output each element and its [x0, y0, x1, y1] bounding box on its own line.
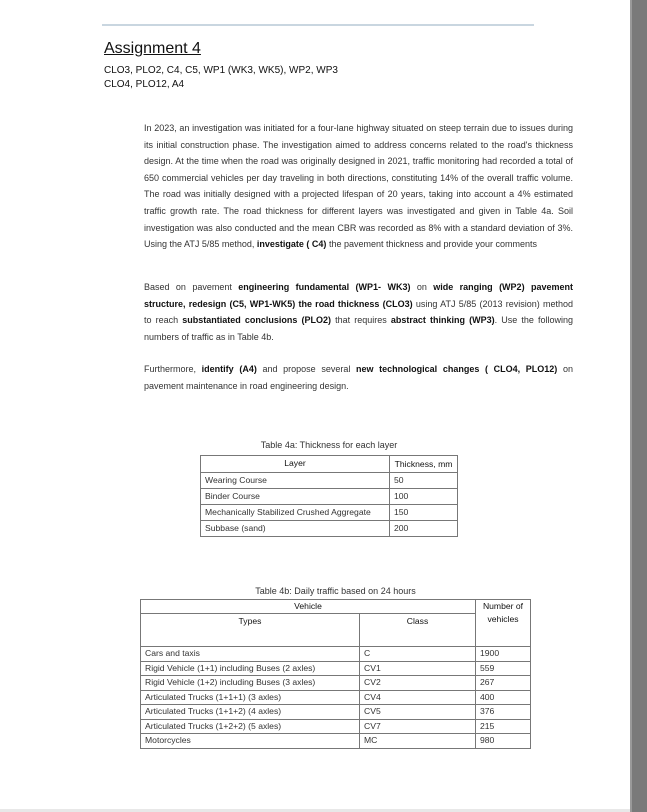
- table-header: Layer: [201, 456, 390, 473]
- table-row: [141, 676, 531, 691]
- table-row: [201, 489, 458, 505]
- table-4b-caption: Table 4b: Daily traffic based on 24 hours: [255, 586, 416, 596]
- table-cell: Mechanically Stabilized Crushed Aggregate: [201, 505, 390, 521]
- page-title: Assignment 4: [104, 40, 201, 57]
- bold-term: new technological changes ( CLO4, PLO12): [356, 364, 558, 374]
- header-rule: [102, 24, 534, 26]
- text-segment: the pavement thickness and provide your comments: [326, 239, 538, 250]
- bold-term: investigate ( C4): [256, 239, 327, 250]
- paragraph-further: [144, 361, 573, 394]
- table-cell: 1900: [476, 647, 531, 662]
- table-row: [201, 505, 458, 521]
- table-4a: [200, 455, 458, 537]
- text-segment: . Use the following numbers of traffic as in Table 4b.: [144, 315, 573, 342]
- text-segment: Furthermore,: [144, 364, 202, 374]
- table-cell: 559: [476, 661, 531, 676]
- table-row: [141, 734, 531, 749]
- bold-term: identify (A4): [201, 364, 257, 374]
- table-cell: Motorcycles: [141, 734, 360, 749]
- table-cell: CV1: [360, 661, 476, 676]
- paragraph-task: [144, 279, 573, 345]
- table-row: [201, 473, 458, 489]
- text-segment: on pavement maintenance in road engineering design.: [144, 364, 573, 391]
- table-cell: Articulated Trucks (1+2+2) (5 axles): [141, 719, 360, 734]
- text-segment: and propose several: [256, 364, 356, 374]
- table-cell: Rigid Vehicle (1+1) including Buses (2 axles): [141, 661, 360, 676]
- text-segment: that requires: [331, 315, 391, 326]
- table-cell: Wearing Course: [201, 473, 390, 489]
- table-cell: 150: [390, 505, 458, 521]
- table-cell: Articulated Trucks (1+1+2) (4 axles): [141, 705, 360, 720]
- table-header: Thickness, mm: [390, 456, 458, 473]
- table-row: [141, 705, 531, 720]
- table-cell: 400: [476, 690, 531, 705]
- table-4a-caption: Table 4a: Thickness for each layer: [260, 440, 398, 450]
- table-cell: CV2: [360, 676, 476, 691]
- text-segment: In 2023, an investigation was initiated for a four-lane highway situated on steep terrain due to issues during its initial construction phase. The investigation aimed to address concerns related to the road's thickness design. At the time when the road was originally designed in 2021, traffic monitoring had recorded a total of 650 commercial vehicles per day traveling in both directions, constituting 14% of the overall traffic volume. The road was initially designed with a projected lifespan of 20 years, taking into account a 4% estimated traffic growth rate. The road thickness for different layers was investigated and given in Table 4a. Soil investigation was also conducted and the mean CBR was recorded as 8% with a standard deviation of 3%. Using the ATJ 5/85 method,: [144, 123, 573, 250]
- table-cell: Cars and taxis: [141, 647, 360, 662]
- bold-term: substantiated conclusions (PLO2): [182, 315, 331, 326]
- table-cell: 100: [390, 489, 458, 505]
- table-cell: 215: [476, 719, 531, 734]
- table-group-header: Vehicle: [141, 600, 476, 614]
- table-row: [141, 647, 531, 662]
- table-cell: Rigid Vehicle (1+2) including Buses (3 axles): [141, 676, 360, 691]
- bold-term: redesign (C5, WP1-WK5) the road thickness (CLO3): [188, 298, 413, 309]
- paragraph-background: [144, 120, 573, 253]
- bold-term: wide ranging (WP2) pavement structure,: [144, 282, 573, 309]
- bold-term: abstract thinking (WP3): [390, 315, 495, 326]
- table-cell: Binder Course: [201, 489, 390, 505]
- table-row: [141, 690, 531, 705]
- text-segment: using ATJ 5/85 (2013 revision) method to reach: [144, 298, 573, 326]
- table-cell: CV4: [360, 690, 476, 705]
- table-cell: 200: [390, 521, 458, 537]
- outcome-codes-line-1: CLO3, PLO2, C4, C5, WP1 (WK3, WK5), WP2, WP3: [104, 65, 338, 76]
- table-cell: 980: [476, 734, 531, 749]
- table-cell: Subbase (sand): [201, 521, 390, 537]
- table-header: Class: [360, 614, 476, 647]
- table-row: [201, 521, 458, 537]
- table-cell: Articulated Trucks (1+1+1) (3 axles): [141, 690, 360, 705]
- outcome-codes-line-2: CLO4, PLO12, A4: [104, 79, 185, 90]
- table-cell: CV5: [360, 705, 476, 720]
- table-cell: CV7: [360, 719, 476, 734]
- table-cell: 50: [390, 473, 458, 489]
- table-row: [141, 719, 531, 734]
- table-cell: C: [360, 647, 476, 662]
- scrollbar-area[interactable]: [630, 0, 647, 812]
- text-segment: Based on pavement: [144, 282, 239, 292]
- table-cell: 376: [476, 705, 531, 720]
- table-row: [141, 661, 531, 676]
- table-header: Number of vehicles: [476, 600, 531, 647]
- table-header: Types: [141, 614, 360, 647]
- table-4b: [140, 599, 531, 749]
- table-cell: 267: [476, 676, 531, 691]
- table-cell: MC: [360, 734, 476, 749]
- bold-term: engineering fundamental (WP1- WK3): [238, 282, 411, 292]
- text-segment: on: [410, 282, 434, 292]
